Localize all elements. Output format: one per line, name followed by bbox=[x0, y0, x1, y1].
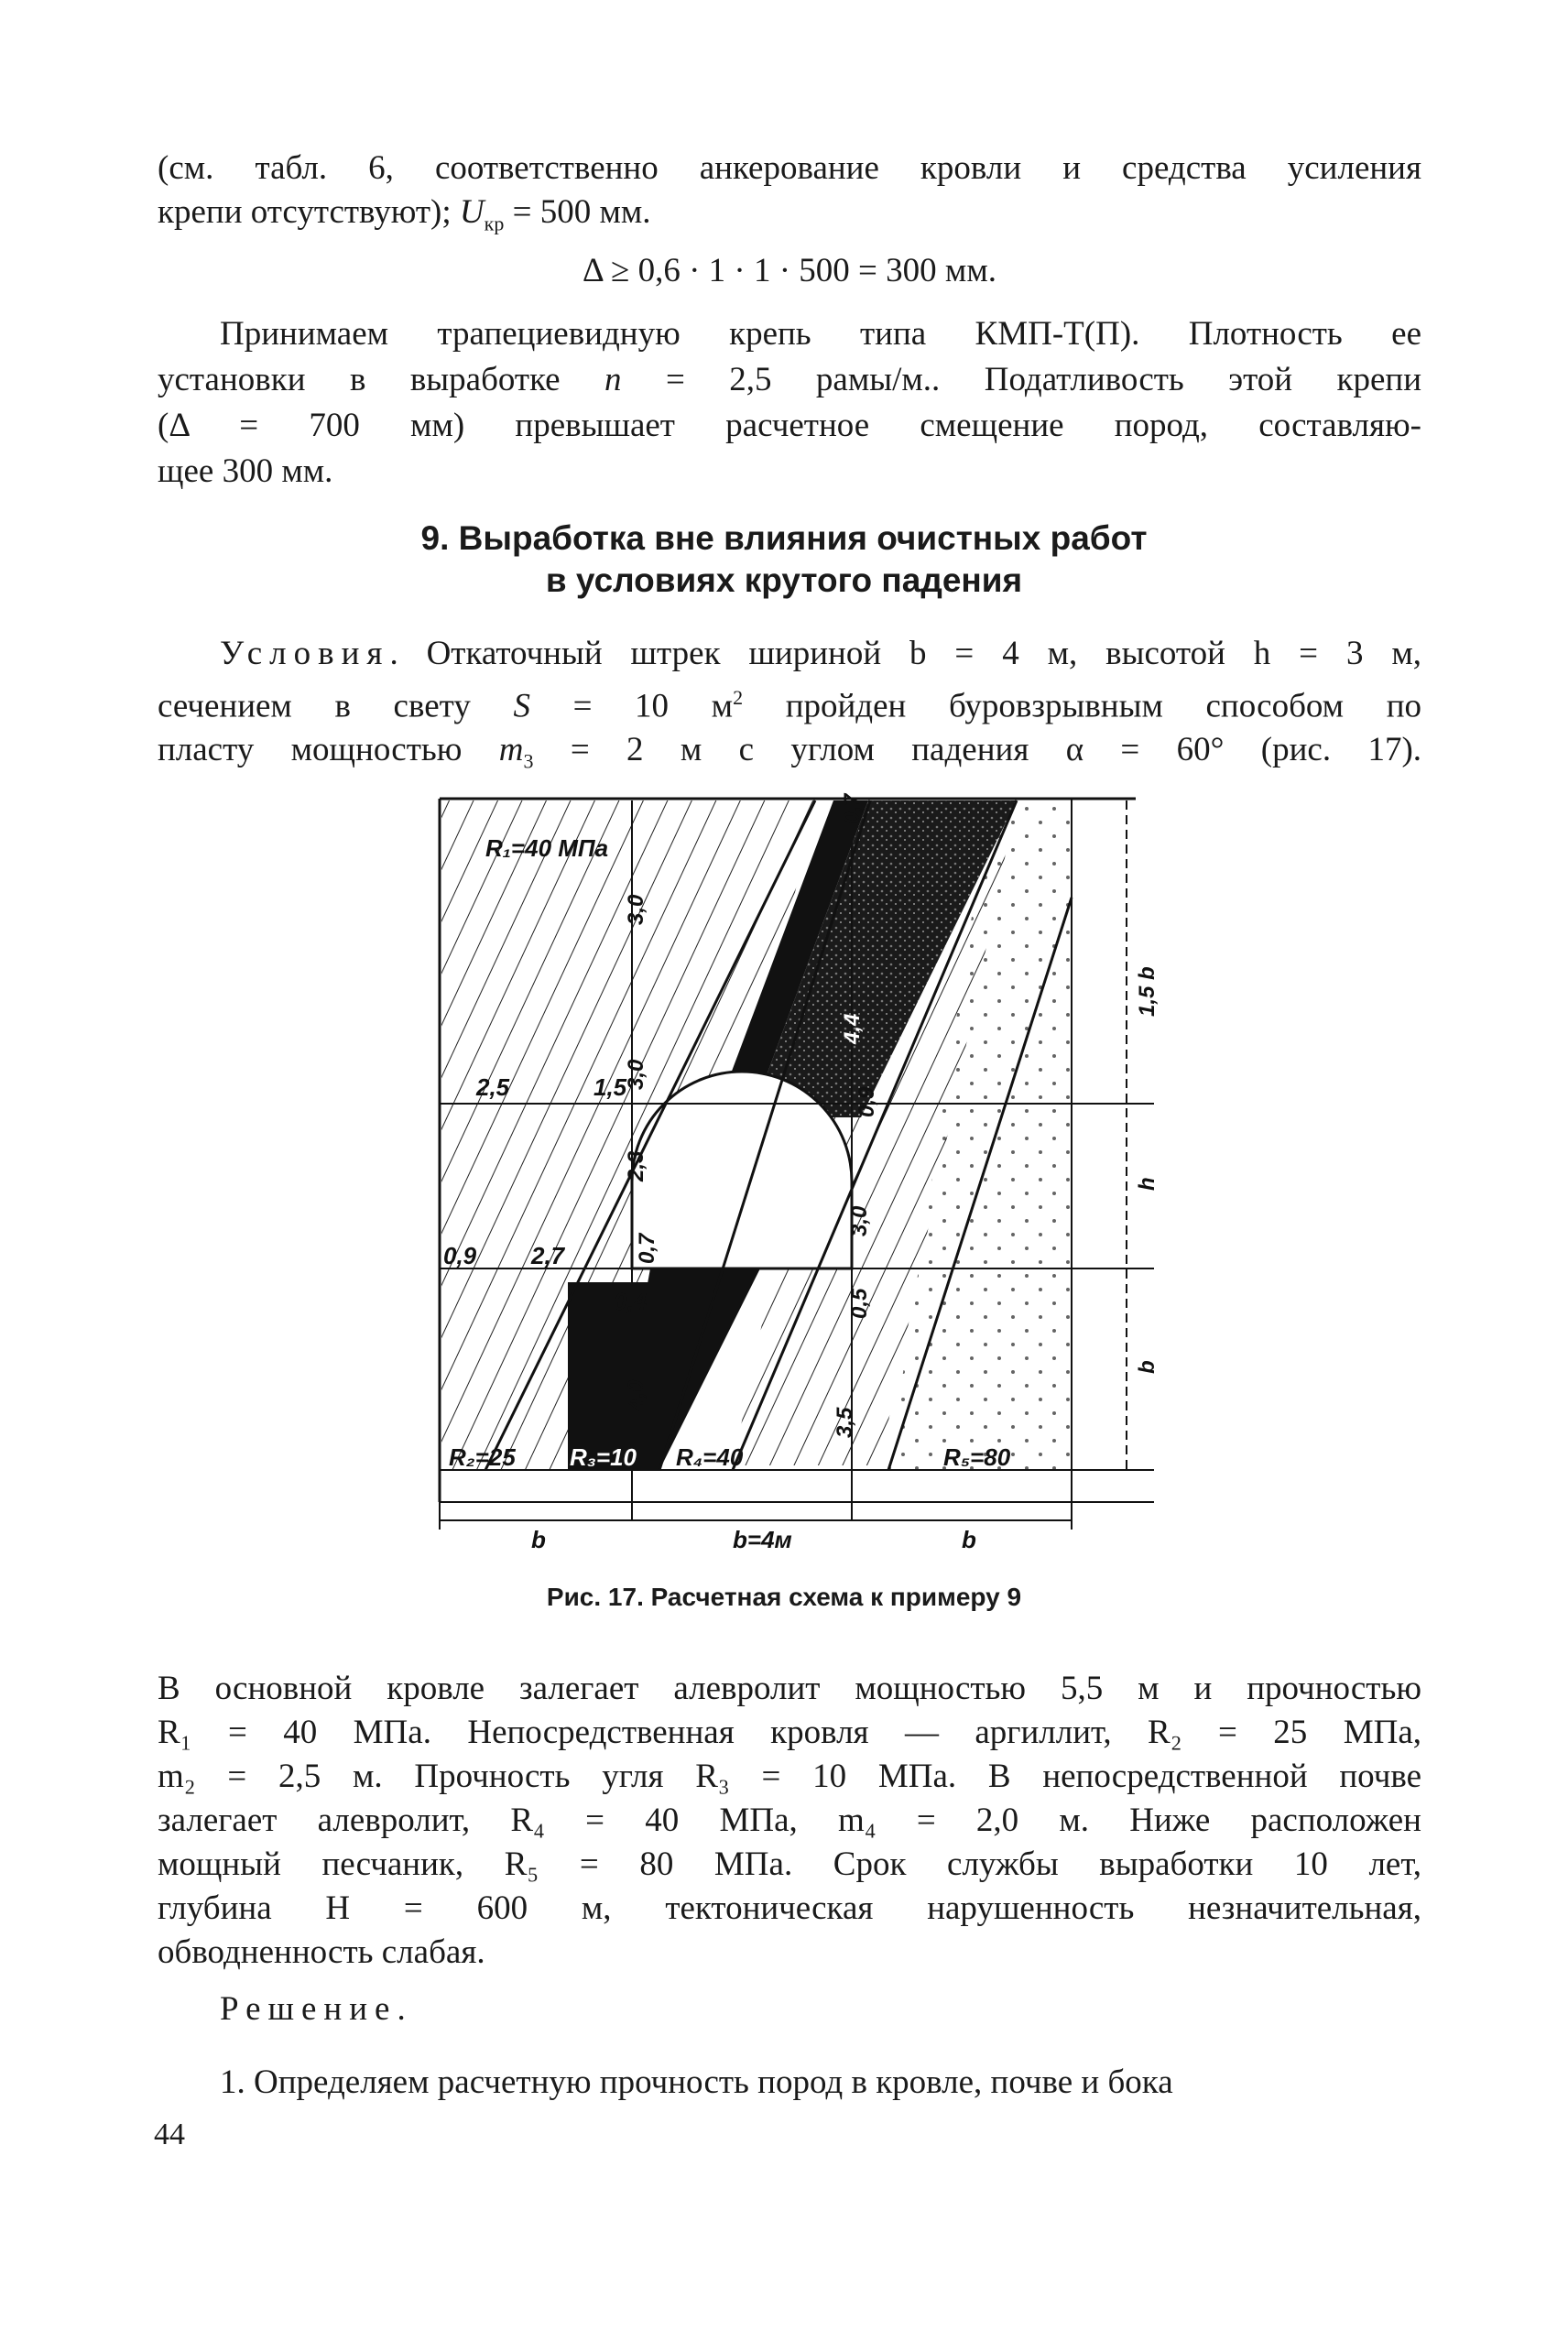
label-bottom-b1: b bbox=[531, 1526, 546, 1553]
intro-paragraph bbox=[158, 147, 1421, 245]
label-0-7-top: 0,7 bbox=[840, 793, 865, 824]
label-1-5: 1,5 bbox=[593, 1073, 627, 1101]
p1-line-2: установки в выработке n = 2,5 рамы/м.. Податливость этой крепи bbox=[158, 361, 1421, 398]
formula: Δ ≥ 0,6 · 1 · 1 · 500 = 300 мм. bbox=[583, 252, 996, 289]
label-2-7: 2,7 bbox=[531, 1242, 565, 1269]
label-r3: R₃=10 bbox=[570, 1443, 637, 1471]
paragraph-2 bbox=[158, 1667, 1421, 1975]
label-0-7-mid: 0,7 bbox=[635, 1233, 659, 1264]
label-3-5: 3,5 bbox=[833, 1407, 857, 1438]
label-3-0-mid: 3,0 bbox=[624, 1059, 648, 1090]
cond-line-1: Условия. Откаточный штрек шириной b = 4 м, высотой h = 3 м, bbox=[220, 635, 1421, 672]
label-2-3: 2,3 bbox=[624, 1150, 648, 1181]
label-b-right: b bbox=[1135, 1360, 1160, 1374]
label-bottom-b4: b=4м bbox=[733, 1526, 792, 1553]
p2-line-1: В основной кровле залегает алевролит мощностью 5,5 м и прочностью bbox=[158, 1670, 1421, 1707]
page-number: 44 bbox=[154, 2118, 185, 2151]
label-2-5: 2,5 bbox=[476, 1073, 510, 1101]
p2-line-5: мощный песчаник, R₅ = 80 МПа. Срок службы выработки 10 лет, bbox=[158, 1845, 1421, 1883]
solution-label: Решение. bbox=[220, 1990, 413, 2028]
p1-line-3: (Δ = 700 мм) превышает расчетное смещение пород, составляю- bbox=[158, 407, 1421, 444]
label-4-4: 4,4 bbox=[840, 1013, 865, 1044]
intro-line-2: крепи отсутствуют); $U_{кр} = 500$ мм. bbox=[158, 193, 651, 235]
p2-line-6: глубина H = 600 м, тектоническая нарушенность незначительная, bbox=[158, 1889, 1421, 1927]
figure-caption: Рис. 17. Расчетная схема к примеру 9 bbox=[546, 1583, 1022, 1611]
cond-line-3: пласту мощностью $m_3 = 2$ м с углом падения α = 60° (рис. 17). bbox=[158, 731, 1422, 773]
roadway-excavation bbox=[632, 1072, 852, 1268]
figure-17-diagram bbox=[430, 788, 1172, 1566]
intro-line-1: (см. табл. 6, соответственно анкерование кровли и средства усиления bbox=[158, 149, 1421, 187]
label-r4: R₄=40 bbox=[676, 1443, 744, 1471]
p2-line-4: залегает алевролит, R₄ = 40 МПа, m₄ = 2,0 м. Ниже расположен bbox=[158, 1802, 1421, 1839]
p1-line-1: Принимаем трапециевидную крепь типа КМП-Т(П). Плотность ее bbox=[220, 315, 1421, 353]
heading-line-1: 9. Выработка вне влияния очистных работ bbox=[420, 519, 1148, 557]
p2-line-2: R₁ = 40 МПа. Непосредственная кровля — аргиллит, R₂ = 25 МПа, bbox=[158, 1714, 1421, 1751]
p1-line-4: щее 300 мм. bbox=[158, 452, 333, 490]
cond-line-2: сечением в свету S = 10 $м^2$ пройден буровзрывным способом по bbox=[158, 686, 1422, 725]
label-4-0: 4,0 bbox=[624, 1379, 648, 1410]
label-r5: R₅=80 bbox=[943, 1443, 1011, 1471]
label-r2: R₂=25 bbox=[449, 1443, 516, 1471]
label-r1: R₁=40 МПа bbox=[485, 834, 609, 862]
label-3-0-arch: 3,0 bbox=[847, 1205, 872, 1236]
conditions-paragraph bbox=[158, 632, 1421, 784]
label-3-0-top: 3,0 bbox=[624, 894, 648, 925]
label-h: h bbox=[1135, 1177, 1160, 1191]
heading-line-2: в условиях крутого падения bbox=[545, 561, 1023, 599]
label-bottom-b2: b bbox=[962, 1526, 976, 1553]
p2-line-3: m₂ = 2,5 м. Прочность угля R₃ = 10 МПа. В непосредственной почве bbox=[158, 1758, 1421, 1795]
label-0-9-right: 0,9 bbox=[855, 1086, 879, 1117]
label-0-5: 0,5 bbox=[847, 1288, 872, 1319]
label-0-4: 0,4 bbox=[614, 1288, 648, 1315]
paragraph-1 bbox=[158, 311, 1421, 495]
label-1-5b: 1,5 b bbox=[1135, 966, 1160, 1017]
p2-line-7: обводненность слабая. bbox=[158, 1933, 485, 1971]
label-0-9-left: 0,9 bbox=[443, 1242, 477, 1269]
section-heading bbox=[0, 517, 1568, 602]
solution-line-1: 1. Определяем расчетную прочность пород в кровле, почве и бока bbox=[220, 2063, 1173, 2101]
